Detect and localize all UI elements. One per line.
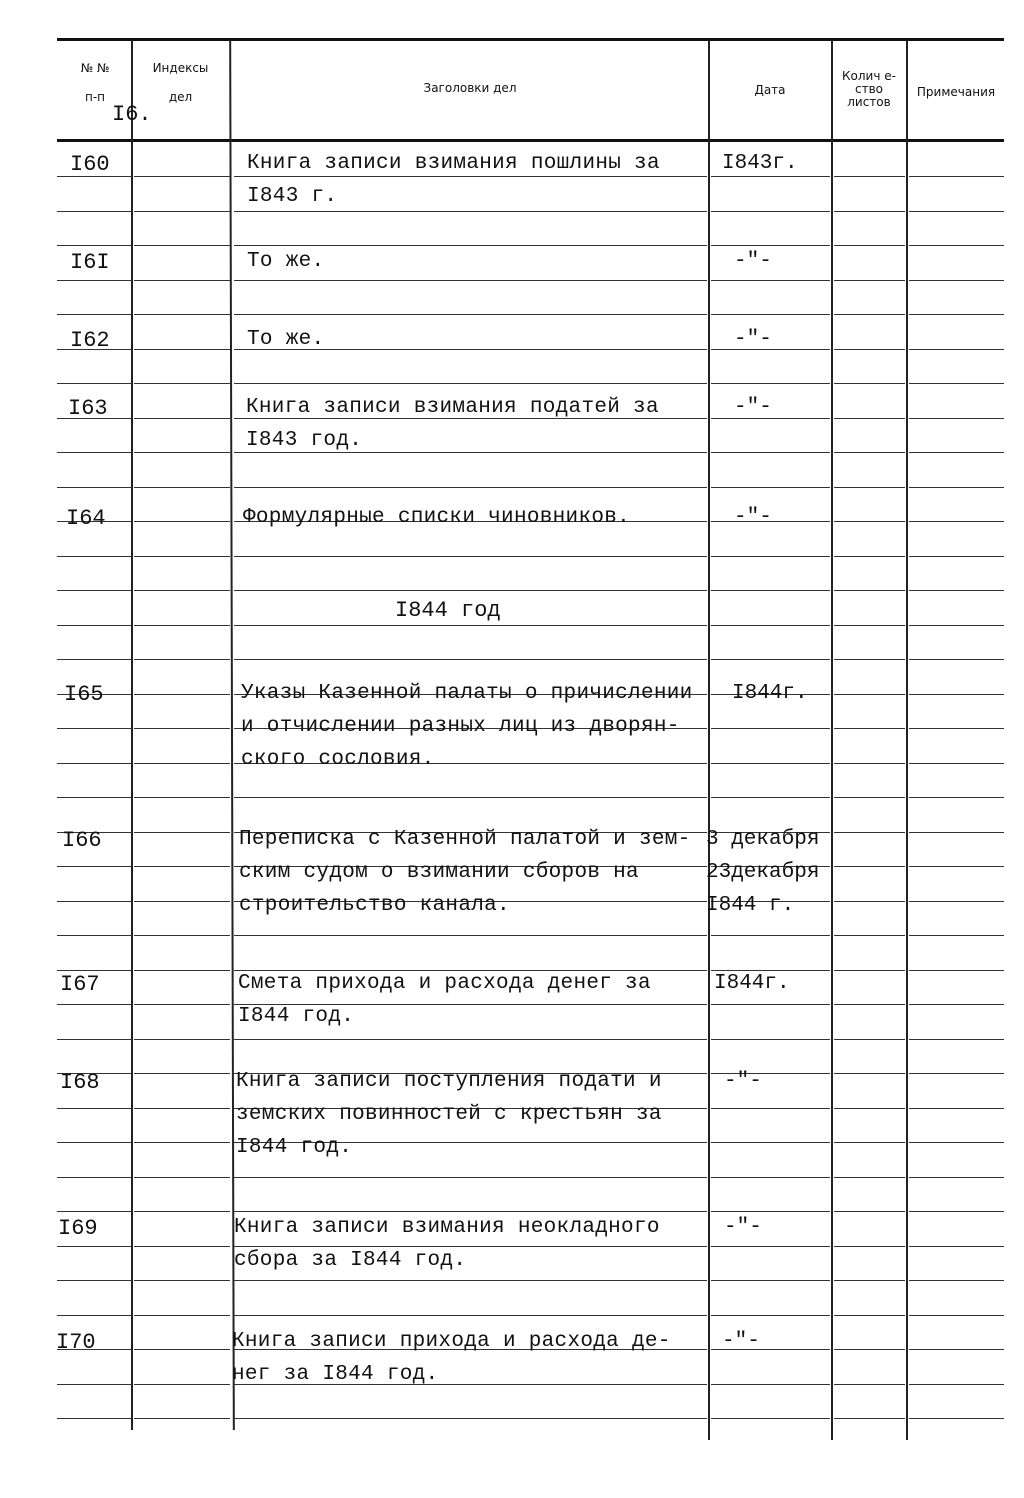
ruled-line <box>711 590 830 591</box>
ruled-line <box>909 1108 1004 1109</box>
ruled-line <box>834 832 905 833</box>
row-date: -"- <box>722 1330 760 1353</box>
ruled-line <box>134 1349 230 1350</box>
ruled-line <box>711 314 830 315</box>
col-divider-3 <box>708 40 710 1440</box>
ruled-line <box>834 1418 905 1419</box>
row-date: I843г. <box>722 152 798 175</box>
ruled-line <box>57 383 131 384</box>
ruled-line <box>711 728 830 729</box>
year-heading: I844 год <box>395 598 501 623</box>
ruled-line <box>834 349 905 350</box>
ruled-line <box>134 1246 230 1247</box>
ruled-line <box>57 211 131 212</box>
ruled-line <box>834 176 905 177</box>
ruled-line <box>711 556 830 557</box>
row-title-line: I843 г. <box>247 185 338 208</box>
ruled-line <box>909 487 1004 488</box>
row-title-line: Книга записи поступления подати и <box>236 1070 662 1093</box>
ruled-line <box>57 452 131 453</box>
header-num-line1: № № <box>80 61 110 75</box>
ruled-line <box>234 1315 707 1316</box>
ruled-line <box>134 1004 230 1005</box>
ruled-line <box>711 280 830 281</box>
ruled-line <box>234 1211 707 1212</box>
row-number: I62 <box>70 328 110 353</box>
ruled-line <box>57 728 131 729</box>
ruled-line <box>834 1039 905 1040</box>
ruled-line <box>834 694 905 695</box>
ruled-line <box>134 383 230 384</box>
ruled-line <box>909 245 1004 246</box>
ruled-line <box>834 659 905 660</box>
ruled-line <box>234 556 707 557</box>
ruled-line <box>909 763 1004 764</box>
ruled-line <box>909 866 1004 867</box>
ruled-line <box>834 901 905 902</box>
row-date: -"- <box>734 250 772 273</box>
ruled-line <box>711 1142 830 1143</box>
ruled-line <box>909 556 1004 557</box>
ruled-line <box>909 314 1004 315</box>
ruled-line <box>234 452 707 453</box>
ruled-line <box>834 1211 905 1212</box>
ruled-line <box>234 970 707 971</box>
ruled-line <box>57 1142 131 1143</box>
row-title-line: и отчислении разных лиц из дворян- <box>241 715 680 738</box>
ruled-line <box>134 176 230 177</box>
ruled-line <box>134 1142 230 1143</box>
ruled-line <box>134 487 230 488</box>
row-title-line: I843 год. <box>246 429 363 452</box>
ruled-line <box>711 452 830 453</box>
ruled-line <box>909 1039 1004 1040</box>
ruled-line <box>711 625 830 626</box>
ruled-line <box>57 659 131 660</box>
ruled-line <box>909 349 1004 350</box>
ruled-line <box>909 1384 1004 1385</box>
ruled-line <box>834 1073 905 1074</box>
ruled-line <box>909 1315 1004 1316</box>
row-title-line: земских повинностей с крестьян за <box>236 1103 662 1126</box>
row-date: -"- <box>734 506 772 529</box>
ruled-line <box>134 797 230 798</box>
ruled-line <box>711 763 830 764</box>
ruled-line <box>234 797 707 798</box>
ruled-line <box>909 694 1004 695</box>
col-divider-4 <box>831 40 833 1440</box>
row-title-line: Указы Казенной палаты о причислении <box>241 682 693 705</box>
row-title-line: То же. <box>247 328 325 351</box>
ruled-line <box>134 901 230 902</box>
row-title-line: ского сословия. <box>241 748 435 771</box>
ruled-line <box>711 211 830 212</box>
ruled-line <box>834 211 905 212</box>
ruled-line <box>834 383 905 384</box>
ruled-line <box>57 970 131 971</box>
ruled-line <box>134 1315 230 1316</box>
ruled-line <box>134 763 230 764</box>
row-date: I844г. <box>732 682 808 705</box>
ruled-line <box>57 556 131 557</box>
ruled-line <box>711 659 830 660</box>
row-title-line: То же. <box>247 250 325 273</box>
ruled-line <box>834 1246 905 1247</box>
ruled-line <box>234 176 707 177</box>
ruled-line <box>909 901 1004 902</box>
ruled-line <box>234 590 707 591</box>
ruled-line <box>57 245 131 246</box>
row-number: I6I <box>70 250 110 275</box>
ruled-line <box>711 1315 830 1316</box>
ruled-line <box>57 1246 131 1247</box>
ruled-line <box>909 280 1004 281</box>
ruled-line <box>711 970 830 971</box>
row-date: I844г. <box>714 972 790 995</box>
ruled-line <box>134 418 230 419</box>
ruled-line <box>134 314 230 315</box>
header-sheets <box>832 70 906 109</box>
ruled-line <box>834 797 905 798</box>
ruled-line <box>834 245 905 246</box>
row-date: 23декабря <box>706 861 820 884</box>
ruled-line <box>134 211 230 212</box>
ruled-line <box>909 1211 1004 1212</box>
ruled-line <box>711 176 830 177</box>
ruled-line <box>57 487 131 488</box>
ruled-line <box>909 211 1004 212</box>
ruled-line <box>57 1004 131 1005</box>
ruled-line <box>57 280 131 281</box>
ruled-line <box>909 659 1004 660</box>
ruled-line <box>57 935 131 936</box>
row-title-line: Книга записи взимания податей за <box>246 396 659 419</box>
row-number: I60 <box>70 152 110 177</box>
ruled-line <box>234 1246 707 1247</box>
row-number: I70 <box>56 1330 96 1355</box>
ruled-line <box>234 625 707 626</box>
row-title-line: сбора за I844 год. <box>234 1249 467 1272</box>
ruled-line <box>711 1280 830 1281</box>
ruled-line <box>909 1280 1004 1281</box>
ruled-line <box>234 383 707 384</box>
header-rule <box>57 139 1004 142</box>
row-number: I64 <box>66 506 106 531</box>
ruled-line <box>834 970 905 971</box>
ruled-line <box>134 1039 230 1040</box>
header-date: Дата <box>754 83 786 97</box>
ruled-line <box>909 383 1004 384</box>
row-title-line: строительство канала. <box>239 894 510 917</box>
header-sheets-line1: Колич е- <box>842 69 896 83</box>
ruled-line <box>711 1384 830 1385</box>
ruled-line <box>134 659 230 660</box>
row-number: I67 <box>60 972 100 997</box>
ruled-line <box>711 797 830 798</box>
ruled-line <box>134 1384 230 1385</box>
row-number: I68 <box>60 1070 100 1095</box>
ruled-line <box>909 521 1004 522</box>
ruled-line <box>834 866 905 867</box>
ruled-line <box>834 625 905 626</box>
header-sheets-line3: листов <box>847 95 891 109</box>
ruled-line <box>134 452 230 453</box>
ruled-line <box>711 935 830 936</box>
row-title-line: Книга записи взимания неокладного <box>234 1216 660 1239</box>
ruled-line <box>834 314 905 315</box>
col-divider-5 <box>906 40 908 1440</box>
ruled-line <box>134 349 230 350</box>
ruled-line <box>134 590 230 591</box>
ruled-line <box>57 1418 131 1419</box>
ruled-line <box>57 1177 131 1178</box>
ruled-line <box>909 832 1004 833</box>
ruled-line <box>134 1108 230 1109</box>
ruled-line <box>834 1004 905 1005</box>
ruled-line <box>909 176 1004 177</box>
ruled-line <box>834 418 905 419</box>
row-date: -"- <box>734 396 772 419</box>
ruled-line <box>909 625 1004 626</box>
ruled-line <box>57 1280 131 1281</box>
ruled-line <box>57 1211 131 1212</box>
ruled-line <box>909 935 1004 936</box>
ruled-line <box>909 418 1004 419</box>
ruled-line <box>57 1315 131 1316</box>
ruled-line <box>57 901 131 902</box>
ruled-line <box>234 314 707 315</box>
ruled-line <box>234 1418 707 1419</box>
ruled-line <box>711 1004 830 1005</box>
ruled-line <box>834 280 905 281</box>
row-number: I66 <box>62 828 102 853</box>
ruled-line <box>711 1211 830 1212</box>
page-number: I6. <box>112 102 152 127</box>
row-title-line: нег за I844 год. <box>232 1363 439 1386</box>
ruled-line <box>711 1418 830 1419</box>
ruled-line <box>134 556 230 557</box>
ruled-line <box>57 590 131 591</box>
ruled-line <box>909 1246 1004 1247</box>
row-title-line: ским судом о взимании сборов на <box>239 861 639 884</box>
ruled-line <box>834 556 905 557</box>
ruled-line <box>57 1384 131 1385</box>
row-title-line: I844 год. <box>238 1005 355 1028</box>
ruled-line <box>834 590 905 591</box>
ruled-line <box>909 797 1004 798</box>
ruled-line <box>134 1418 230 1419</box>
ruled-line <box>834 728 905 729</box>
ruled-line <box>909 728 1004 729</box>
ruled-line <box>134 728 230 729</box>
ruled-line <box>909 1177 1004 1178</box>
ruled-line <box>834 487 905 488</box>
header-index <box>133 62 228 104</box>
ruled-line <box>234 659 707 660</box>
header-title: Заголовки дел <box>423 81 517 95</box>
ruled-line <box>134 694 230 695</box>
ruled-line <box>234 245 707 246</box>
ruled-line <box>57 1108 131 1109</box>
row-date: I844 г. <box>706 894 795 917</box>
ruled-line <box>57 797 131 798</box>
ruled-line <box>234 935 707 936</box>
ruled-line <box>834 1108 905 1109</box>
col-divider-1 <box>131 40 133 1430</box>
row-number: I63 <box>68 396 108 421</box>
row-title-line: Книга записи взимания пошлины за <box>247 152 660 175</box>
ruled-line <box>57 866 131 867</box>
ruled-line <box>134 1211 230 1212</box>
ruled-line <box>711 383 830 384</box>
ruled-line <box>834 1280 905 1281</box>
ruled-line <box>834 1384 905 1385</box>
ruled-line <box>834 1349 905 1350</box>
row-number: I65 <box>64 682 104 707</box>
ruled-line <box>909 1073 1004 1074</box>
row-number: I69 <box>58 1216 98 1241</box>
ruled-line <box>134 280 230 281</box>
header-sheets-line2: ство <box>854 82 883 96</box>
ruled-line <box>134 935 230 936</box>
ruled-line <box>834 1315 905 1316</box>
ruled-line <box>234 1280 707 1281</box>
row-title-line: Книга записи прихода и расхода де- <box>232 1330 671 1353</box>
ruled-line <box>909 1349 1004 1350</box>
ruled-line <box>909 1418 1004 1419</box>
ruled-line <box>909 590 1004 591</box>
ruled-line <box>711 487 830 488</box>
ruled-line <box>711 1039 830 1040</box>
row-title-line: Формулярные списки чиновников. <box>243 506 631 529</box>
ruled-line <box>134 625 230 626</box>
ruled-line <box>134 521 230 522</box>
ruled-line <box>711 245 830 246</box>
row-date: -"- <box>724 1216 762 1239</box>
ruled-line <box>57 314 131 315</box>
ruled-line <box>57 1039 131 1040</box>
ruled-line <box>234 280 707 281</box>
ruled-line <box>134 832 230 833</box>
ruled-line <box>909 1142 1004 1143</box>
header-notes: Примечания <box>916 85 996 99</box>
ruled-line <box>57 763 131 764</box>
row-title-line: Переписка с Казенной палатой и зем- <box>239 828 691 851</box>
ruled-line <box>57 625 131 626</box>
ruled-line <box>134 1073 230 1074</box>
ruled-line <box>909 1004 1004 1005</box>
ruled-line <box>834 521 905 522</box>
ruled-line <box>234 1177 707 1178</box>
row-title-line: Смета прихода и расхода денег за <box>238 972 651 995</box>
row-date: 3 декабря <box>706 828 820 851</box>
ruled-line <box>234 1039 707 1040</box>
ruled-line <box>134 1177 230 1178</box>
header-index-line1: Индексы <box>152 61 209 75</box>
row-date: -"- <box>724 1070 762 1093</box>
ruled-line <box>711 1177 830 1178</box>
ruled-line <box>234 211 707 212</box>
ruled-line <box>134 970 230 971</box>
top-rule <box>57 38 1004 41</box>
ruled-line <box>134 1280 230 1281</box>
header-index-line2: дел <box>168 90 193 104</box>
ruled-line <box>234 487 707 488</box>
row-title-line: I844 год. <box>236 1136 353 1159</box>
ruled-line <box>134 245 230 246</box>
ruled-line <box>834 763 905 764</box>
ruled-line <box>834 452 905 453</box>
header-num-line2: п-п <box>84 90 106 104</box>
ruled-line <box>711 1246 830 1247</box>
ruled-line <box>834 1177 905 1178</box>
row-date: -"- <box>734 328 772 351</box>
ruled-line <box>834 935 905 936</box>
ruled-line <box>711 1108 830 1109</box>
ruled-line <box>909 452 1004 453</box>
header-num <box>60 62 130 104</box>
ruled-line <box>909 970 1004 971</box>
ruled-line <box>834 1142 905 1143</box>
ruled-line <box>134 866 230 867</box>
